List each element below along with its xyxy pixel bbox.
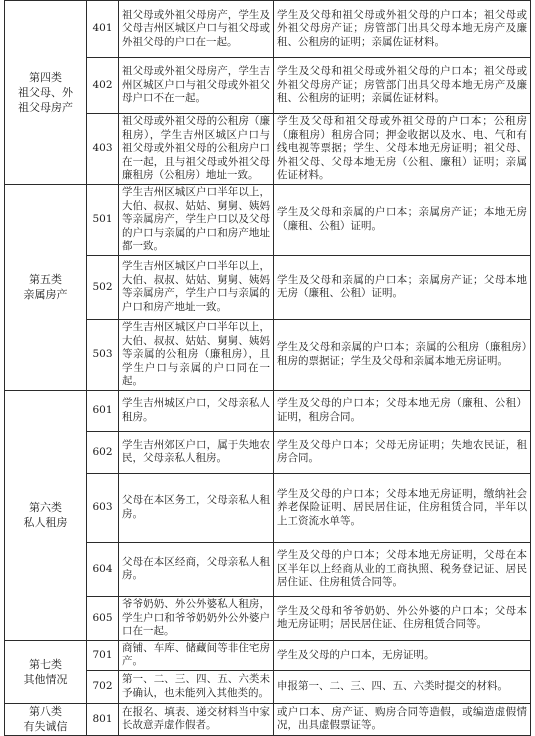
row-code: 402 bbox=[87, 58, 119, 114]
row-code: 401 bbox=[87, 1, 119, 58]
row-situation: 商铺、车库、储藏间等非住宅房产。 bbox=[119, 640, 274, 670]
table-row bbox=[5, 185, 531, 256]
category-6-title: 第六类 bbox=[29, 501, 62, 515]
row-materials: 学生及父母和爷爷奶奶、外公外婆的户口本；父母本地无房证明；居民居住证、住房租赁合同等。 bbox=[274, 596, 531, 640]
row-code: 702 bbox=[87, 670, 119, 703]
row-situation: 第一、二、三、四、五、六类未予确认，也未能列入其他类的。 bbox=[119, 670, 274, 703]
row-situation: 祖父母或外祖父母房产，学生及父母吉州区城区户口与祖父母或外祖父母的户口在一起。 bbox=[119, 1, 274, 58]
row-code: 701 bbox=[87, 640, 119, 670]
row-code: 403 bbox=[87, 114, 119, 185]
row-situation: 在报名、填表、递交材料当中家长故意弄虚作假者。 bbox=[119, 703, 274, 735]
row-materials: 学生及父母户口本；父母无房证明；失地农民证，租房合同。 bbox=[274, 431, 531, 473]
row-situation: 学生吉州区城区户口半年以上，大伯、叔叔、姑姑、舅舅、姨妈等亲属房产，学生户口与亲属的户口和房产地址一致。 bbox=[119, 255, 274, 319]
category-4-title: 第四类 bbox=[29, 71, 62, 84]
category-5-title: 第五类 bbox=[29, 273, 62, 287]
row-situation: 祖父母或外祖父母房产，学生吉州区城区户口与祖父母或外祖父母户口不在一起。 bbox=[119, 58, 274, 114]
row-materials: 学生及父母的户口本；父母本地无房证明，父母在本区半年以上经商从业的工商执照、税务登记证、居民居住证、住房租赁合同等。 bbox=[274, 542, 531, 596]
category-6-cell bbox=[5, 390, 87, 640]
row-materials: 申报第一、二、三、四、五、六类时提交的材料。 bbox=[274, 670, 531, 703]
table-row bbox=[5, 390, 531, 431]
category-5-cell bbox=[5, 185, 87, 391]
row-code: 605 bbox=[87, 596, 119, 640]
row-materials: 学生及父母和祖父母或外祖父母的户口本；祖父母或外祖父母房产证；房管部门出具父母本地无房产及廉租、公租房的证明；亲属佐证材料。 bbox=[274, 58, 531, 114]
row-materials: 学生及父母的户口本；父母本地无房（廉租、公租）证明，租房合同。 bbox=[274, 390, 531, 431]
row-situation: 学生吉州城区户口，父母亲私人租房。 bbox=[119, 390, 274, 431]
row-materials: 学生及父母和亲属的户口本；亲属房产证；本地无房（廉租、公租）证明。 bbox=[274, 185, 531, 256]
table-row bbox=[5, 703, 531, 735]
row-materials: 学生及父母和祖父母或外祖父母的户口本；公租房（廉租房）租房合同；押金收据以及水、电、气和有线电视等票据；学生、父母本地无房证明；祖父母、外祖父母、父母本地无房（公租、廉租）证明；亲属佐证材料。 bbox=[274, 114, 531, 185]
row-code: 801 bbox=[87, 703, 119, 735]
table-row bbox=[5, 640, 531, 670]
row-materials: 学生及父母的户口本；父母本地无房证明，缴纳社会养老保险证明、居民居住证，住房租赁合同，半年以上工资流水单等。 bbox=[274, 473, 531, 542]
row-materials: 学生及父母和亲属的户口本；亲属房产证；父母本地无房（廉租、公租）证明。 bbox=[274, 255, 531, 319]
row-code: 604 bbox=[87, 542, 119, 596]
category-7-sub1: 其他情况 bbox=[23, 672, 68, 686]
table bbox=[4, 0, 531, 736]
row-materials: 学生及父母的户口本，无房证明。 bbox=[274, 640, 531, 670]
row-situation: 父母在本区务工，父母亲私人租房。 bbox=[119, 473, 274, 542]
row-code: 603 bbox=[87, 473, 119, 542]
category-4-sub2: 祖父母房产 bbox=[18, 101, 73, 114]
row-code: 503 bbox=[87, 319, 119, 390]
row-materials: 学生及父母和亲属的户口本；亲属的公租房（廉租房）租房的票据证；学生及父母和亲属本地无房证明。 bbox=[274, 319, 531, 390]
category-8-title: 第八类 bbox=[29, 705, 62, 719]
table-row bbox=[5, 1, 531, 58]
category-4-cell bbox=[5, 1, 87, 185]
row-situation: 学生吉州郊区户口，属于失地农民，父母亲私人租房。 bbox=[119, 431, 274, 473]
row-materials: 学生及父母和祖父母或外祖父母的户口本；祖父母或外祖父母房产证；房管部门出具父母本地无房产及廉租、公租房的证明；亲属佐证材料。 bbox=[274, 1, 531, 58]
category-6-sub1: 私人租房 bbox=[23, 516, 68, 530]
row-situation: 父母在本区经商，父母亲私人租房。 bbox=[119, 542, 274, 596]
row-code: 502 bbox=[87, 255, 119, 319]
category-7-cell bbox=[5, 640, 87, 703]
category-8-cell bbox=[5, 703, 87, 735]
enrollment-category-table bbox=[4, 0, 530, 734]
row-situation: 祖父母或外祖父母的公租房（廉租房），学生吉州区城区户口与祖父母或外祖父母的公租房户口在一起，且与祖父母或外祖父母廉租房（公租房）地址一致。 bbox=[119, 114, 274, 185]
category-7-title: 第七类 bbox=[29, 657, 62, 671]
row-situation: 学生吉州区城区户口半年以上，大伯、叔叔、姑姑、舅舅、姨妈等亲属的公租房（廉租房），且学生户口与亲属的户口同在一起。 bbox=[119, 319, 274, 390]
row-situation: 爷爷奶奶、外公外婆私人租房，学生户口和爷爷奶奶外公外婆户口在一起。 bbox=[119, 596, 274, 640]
row-situation: 学生吉州区城区户口半年以上，大伯、叔叔、姑姑、舅舅、姨妈等亲属房产，学生户口以及父母的户口与亲属的户口和房产地址都一致。 bbox=[119, 185, 274, 256]
category-4-sub1: 祖父母、外 bbox=[18, 86, 73, 99]
category-5-sub1: 亲属房产 bbox=[23, 288, 68, 302]
row-code: 601 bbox=[87, 390, 119, 431]
category-8-sub1: 有失诚信 bbox=[23, 720, 68, 734]
row-materials: 或户口本、房产证、购房合同等造假，或编造虚假情况，出具虚假票证等。 bbox=[274, 703, 531, 735]
row-code: 602 bbox=[87, 431, 119, 473]
row-code: 501 bbox=[87, 185, 119, 256]
